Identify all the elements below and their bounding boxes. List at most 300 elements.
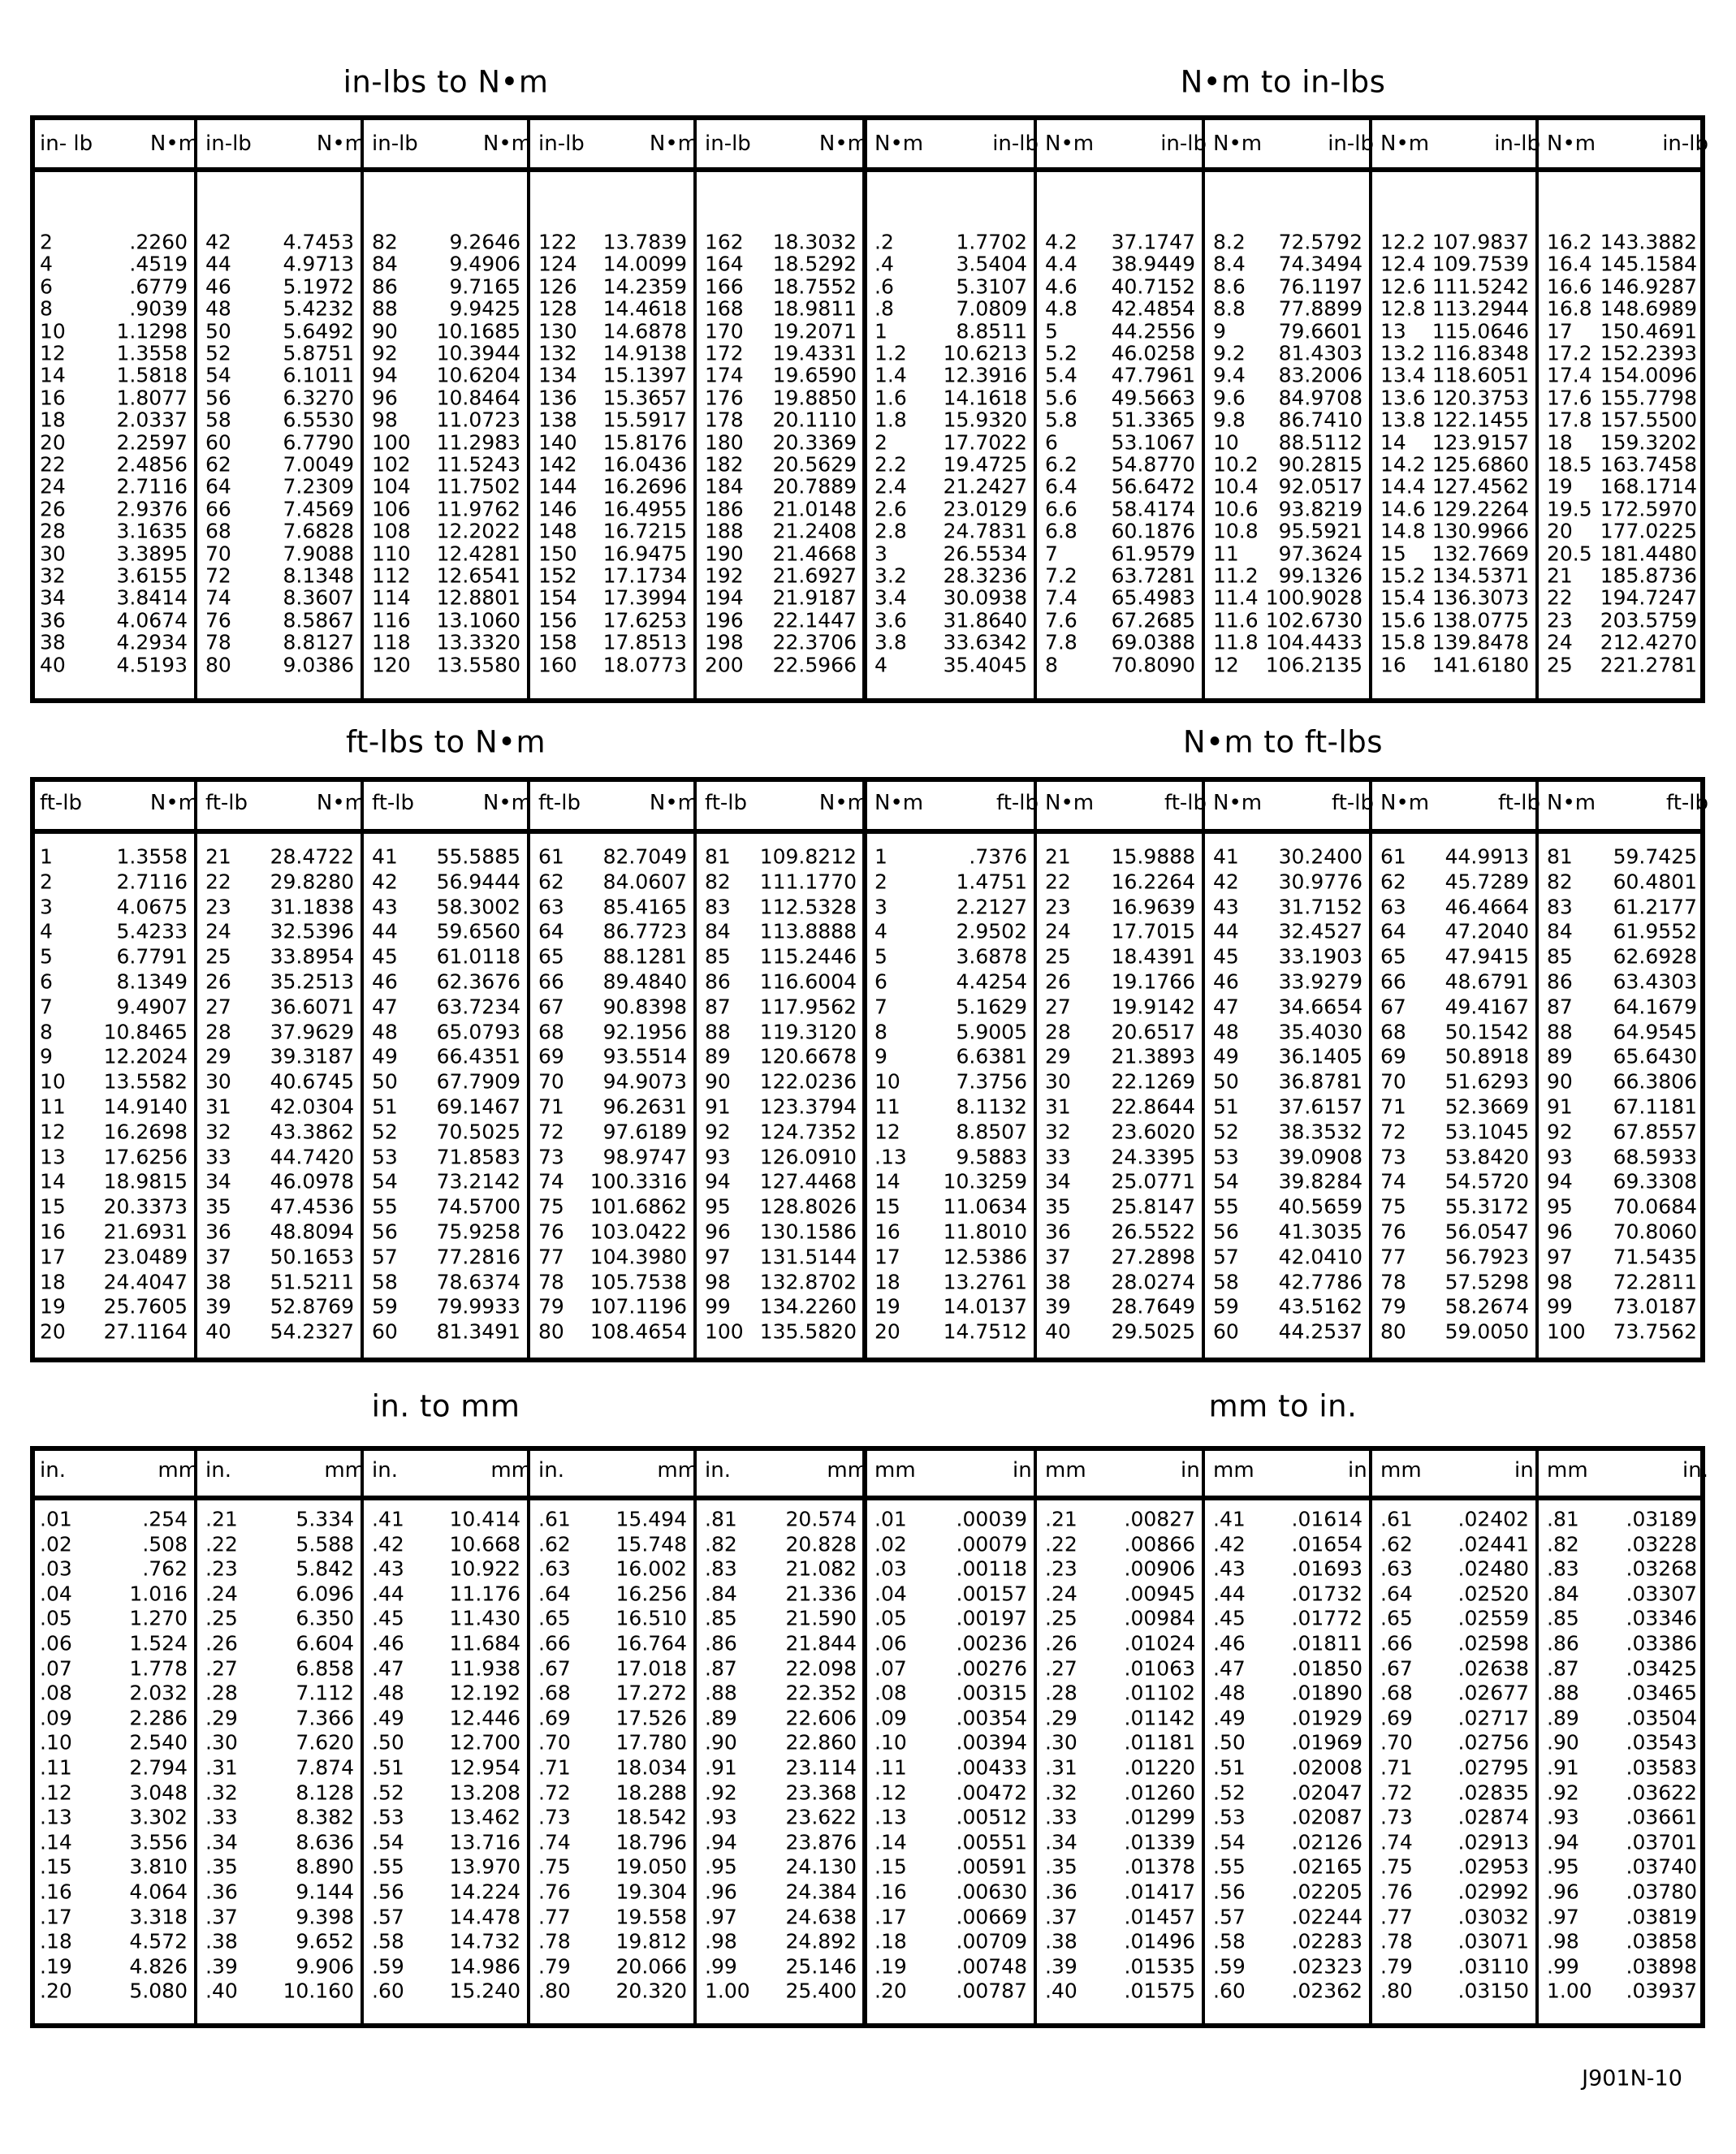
- table-cell-key: 10: [40, 1069, 66, 1094]
- table-cell-value: 22.3706: [772, 630, 857, 654]
- table-cell-key: .62: [1380, 1532, 1413, 1556]
- table-cell-value: 124.7352: [759, 1120, 857, 1144]
- table-cell-value: .00118: [956, 1556, 1027, 1581]
- table-cell-key: .45: [372, 1606, 404, 1630]
- table-cell-key: 19: [40, 1294, 66, 1319]
- table-cell-key: 86: [705, 969, 731, 994]
- table-cell-key: .04: [40, 1582, 72, 1606]
- table-cell-value: .00630: [956, 1880, 1027, 1904]
- table-cell-value: 15.1397: [602, 363, 687, 387]
- table-cell-key: .61: [538, 1507, 571, 1531]
- table-cell-value: 2.2597: [116, 430, 188, 455]
- table-cell-value: .00984: [1124, 1606, 1195, 1630]
- table-cell-key: 4: [874, 653, 887, 677]
- table-cell-value: 5.9005: [956, 1020, 1027, 1044]
- table-cell-key: .25: [1045, 1606, 1077, 1630]
- table-cell-key: .88: [705, 1681, 737, 1705]
- table-cell-value: .03780: [1626, 1880, 1697, 1904]
- table-cell-key: 2: [874, 870, 887, 894]
- table-cell-value: 5.842: [296, 1556, 354, 1581]
- table-cell-key: .72: [1380, 1781, 1413, 1805]
- table-cell-value: 71.5435: [1613, 1245, 1697, 1269]
- table-cell-value: 77.8899: [1278, 296, 1362, 321]
- table-cell-key: 90: [372, 319, 398, 343]
- table-cell-key: 106: [372, 497, 411, 521]
- table-cell-value: 11.0634: [943, 1194, 1027, 1219]
- table-cell-key: .68: [538, 1681, 571, 1705]
- column-header: mm: [657, 1458, 698, 1483]
- table-cell-value: 14.0137: [943, 1294, 1027, 1319]
- table-cell-value: .03504: [1626, 1706, 1697, 1730]
- table-cell-value: 12.2022: [436, 519, 520, 543]
- table-cell-value: 45.7289: [1445, 870, 1529, 894]
- table-cell-key: .30: [205, 1730, 238, 1755]
- table-cell-key: .46: [1213, 1631, 1246, 1655]
- table-cell-value: .00787: [956, 1979, 1027, 2003]
- table-cell-key: 22: [205, 870, 231, 894]
- table-cell-value: 14.6878: [602, 319, 687, 343]
- table-cell-key: 32: [1045, 1120, 1071, 1144]
- table-cell-value: 101.6862: [589, 1194, 687, 1219]
- table-cell-key: 69: [538, 1044, 564, 1068]
- table-cell-value: 5.8751: [283, 341, 354, 365]
- table-cell-value: 12.192: [449, 1681, 520, 1705]
- table-cell-value: 9.144: [296, 1880, 354, 1904]
- table-cell-key: 11: [40, 1094, 66, 1119]
- table-cell-key: 89: [1547, 1044, 1573, 1068]
- table-cell-key: 8.6: [1213, 274, 1246, 299]
- table-cell-key: .18: [874, 1929, 907, 1953]
- table-cell-value: 13.208: [449, 1781, 520, 1805]
- table-cell-key: .24: [205, 1582, 238, 1606]
- table-cell-key: 1.2: [874, 341, 907, 365]
- column-divider: [1535, 782, 1539, 1358]
- table-cell-value: .01693: [1291, 1556, 1362, 1581]
- column-header: in- lb: [40, 132, 93, 156]
- table-cell-value: 21.6931: [103, 1219, 188, 1244]
- table-cell-key: .64: [538, 1582, 571, 1606]
- table-cell-key: 47: [372, 995, 398, 1019]
- table-cell-value: 42.0304: [270, 1094, 354, 1119]
- table-cell-key: 88: [705, 1020, 731, 1044]
- table-cell-key: .12: [874, 1781, 907, 1805]
- table-cell-value: 8.5867: [283, 608, 354, 632]
- table-cell-key: 182: [705, 452, 744, 477]
- table-cell-key: .98: [1547, 1929, 1579, 1953]
- table-cell-value: 4.0675: [116, 895, 188, 919]
- table-cell-key: 40: [205, 1319, 231, 1344]
- column-header: mm: [1547, 1458, 1588, 1483]
- column-divider: [527, 1451, 530, 2023]
- table-cell-key: 24: [1547, 630, 1573, 654]
- table-cell-key: .51: [372, 1755, 404, 1780]
- table-cell-key: 48: [372, 1020, 398, 1044]
- table-cell-value: 67.2685: [1111, 608, 1195, 632]
- table-cell-key: 24: [40, 474, 66, 499]
- table-cell-key: 83: [1547, 895, 1573, 919]
- footer-code: J901N-10: [1582, 2066, 1682, 2091]
- column-header: N•m: [818, 132, 868, 156]
- table-cell-value: 23.876: [785, 1830, 857, 1854]
- table-cell-value: 10.3259: [943, 1169, 1027, 1194]
- table-cell-value: 20.574: [785, 1507, 857, 1531]
- table-cell-key: .93: [705, 1805, 737, 1829]
- table-cell-key: 1: [874, 844, 887, 869]
- table-cell-value: 17.1734: [602, 563, 687, 588]
- table-cell-value: .02047: [1291, 1781, 1362, 1805]
- table-cell-key: .52: [372, 1781, 404, 1805]
- table-cell-value: .01929: [1291, 1706, 1362, 1730]
- table-cell-value: 73.0187: [1613, 1294, 1697, 1319]
- table-cell-value: 34.6654: [1278, 995, 1362, 1019]
- table-cell-key: 84: [1547, 919, 1573, 943]
- table-cell-value: 7.0049: [283, 452, 354, 477]
- table-cell-key: .75: [538, 1854, 571, 1879]
- table-cell-key: .19: [874, 1954, 907, 1979]
- table-cell-key: .13: [874, 1145, 907, 1169]
- table-half-divider: [862, 782, 867, 1358]
- table-cell-value: 27.2898: [1111, 1245, 1195, 1269]
- table-cell-key: 19: [1547, 474, 1573, 499]
- table-cell-value: 22.1269: [1111, 1069, 1195, 1094]
- table-cell-value: .02165: [1291, 1854, 1362, 1879]
- table-cell-key: 12.8: [1380, 296, 1426, 321]
- table-cell-key: .44: [372, 1582, 404, 1606]
- table-cell-key: 70: [205, 542, 231, 566]
- table-cell-value: 14.4618: [602, 296, 687, 321]
- table-cell-value: 4.826: [129, 1954, 188, 1979]
- table-cell-value: 157.5500: [1600, 408, 1697, 432]
- table-cell-value: 20.828: [785, 1532, 857, 1556]
- table-cell-value: 16.7215: [602, 519, 687, 543]
- table-cell-value: .01417: [1124, 1880, 1195, 1904]
- table-cell-value: 100.3316: [589, 1169, 687, 1194]
- table-cell-key: 17: [1547, 319, 1573, 343]
- table-cell-key: 16: [1380, 653, 1406, 677]
- table-cell-value: 14.9140: [103, 1094, 188, 1119]
- table-cell-key: 110: [372, 542, 411, 566]
- table-cell-value: 2.7116: [116, 474, 188, 499]
- table-cell-value: .02638: [1457, 1656, 1529, 1681]
- table-cell-value: 3.556: [129, 1830, 188, 1854]
- column-header: ft-lb: [1666, 791, 1708, 815]
- table-cell-key: 62: [538, 870, 564, 894]
- table-cell-value: 53.1067: [1111, 430, 1195, 455]
- table-cell-key: .32: [1045, 1781, 1077, 1805]
- table-cell-value: 168.1714: [1600, 474, 1697, 499]
- table-cell-key: 82: [1547, 870, 1573, 894]
- table-cell-value: 63.4303: [1613, 969, 1697, 994]
- table-cell-key: .43: [1213, 1556, 1246, 1581]
- table-cell-value: 62.3676: [436, 969, 520, 994]
- table-cell-key: .39: [205, 1954, 238, 1979]
- table-cell-key: 62: [1380, 870, 1406, 894]
- table-cell-key: .08: [874, 1681, 907, 1705]
- table-cell-key: .32: [205, 1781, 238, 1805]
- table-cell-key: .93: [1547, 1805, 1579, 1829]
- table-cell-key: 95: [1547, 1194, 1573, 1219]
- table-cell-value: 28.4722: [270, 844, 354, 869]
- table-cell-key: 61: [538, 844, 564, 869]
- table-cell-key: 54: [1213, 1169, 1239, 1194]
- table-cell-value: .03071: [1457, 1929, 1529, 1953]
- table-cell-key: .80: [538, 1979, 571, 2003]
- table-cell-key: 3: [874, 542, 887, 566]
- table-cell-key: 8: [40, 1020, 53, 1044]
- table-cell-value: 21.4668: [772, 542, 857, 566]
- table-cell-value: 22.352: [785, 1681, 857, 1705]
- table-cell-value: 123.9157: [1432, 430, 1529, 455]
- table-cell-key: .25: [205, 1606, 238, 1630]
- table-cell-value: 26.5522: [1111, 1219, 1195, 1244]
- table-cell-key: 56: [1213, 1219, 1239, 1244]
- table-cell-key: 14.8: [1380, 519, 1426, 543]
- table-cell-value: 12.3916: [943, 363, 1027, 387]
- column-header: in-lb: [372, 132, 418, 156]
- table-cell-value: 16.0436: [602, 452, 687, 477]
- table-cell-value: .03189: [1626, 1507, 1697, 1531]
- table-cell-key: .11: [40, 1755, 72, 1780]
- table-cell-key: .96: [705, 1880, 737, 1904]
- table-cell-value: 221.2781: [1600, 653, 1697, 677]
- table-cell-value: 46.0978: [270, 1169, 354, 1194]
- table-cell-key: 1.4: [874, 363, 907, 387]
- table-cell-key: 6.4: [1045, 474, 1077, 499]
- table-cell-key: 17.6: [1547, 386, 1592, 410]
- column-header: mm: [1380, 1458, 1422, 1483]
- table-cell-key: 79: [1380, 1294, 1406, 1319]
- table-cell-key: 14: [40, 363, 66, 387]
- table-cell-key: 19.5: [1547, 497, 1592, 521]
- table-cell-value: 76.1197: [1278, 274, 1362, 299]
- table-cell-key: 15.8: [1380, 630, 1426, 654]
- table-cell-key: .11: [874, 1755, 907, 1780]
- table-cell-value: 115.2446: [759, 944, 857, 969]
- table-cell-key: .15: [40, 1854, 72, 1879]
- column-header: in.: [705, 1458, 731, 1483]
- table-cell-value: 155.7798: [1600, 386, 1697, 410]
- table-cell-value: 37.1747: [1111, 230, 1195, 254]
- table-cell-value: 33.6342: [943, 630, 1027, 654]
- table-cell-value: 79.9933: [436, 1294, 520, 1319]
- header-divider: [35, 829, 1700, 834]
- table-cell-key: .91: [1547, 1755, 1579, 1780]
- table-cell-value: 47.9415: [1445, 944, 1529, 969]
- table-cell-value: 30.9776: [1278, 870, 1362, 894]
- table-cell-key: 4: [40, 919, 53, 943]
- table-cell-value: 16.2264: [1111, 870, 1195, 894]
- table-half-divider: [862, 1451, 867, 2023]
- table-cell-value: 194.7247: [1600, 585, 1697, 610]
- table-cell-key: 7: [1045, 542, 1058, 566]
- table-cell-value: .254: [142, 1507, 188, 1531]
- table-cell-key: 2.6: [874, 497, 907, 521]
- table-cell-key: 54: [205, 363, 231, 387]
- table-cell-key: .37: [1045, 1905, 1077, 1929]
- table-cell-key: 5: [40, 944, 53, 969]
- table-cell-value: 3.6155: [116, 563, 188, 588]
- table-cell-value: 1.3558: [116, 341, 188, 365]
- table-cell-key: 26: [205, 969, 231, 994]
- table-cell-value: .01811: [1291, 1631, 1362, 1655]
- table-cell-key: .26: [205, 1631, 238, 1655]
- table-cell-key: 86: [1547, 969, 1573, 994]
- table-cell-value: 109.8212: [759, 844, 857, 869]
- table-cell-value: 90.8398: [602, 995, 687, 1019]
- table-cell-key: .42: [1213, 1532, 1246, 1556]
- table-cell-value: 2.032: [129, 1681, 188, 1705]
- table-cell-value: 86.7723: [602, 919, 687, 943]
- table-cell-value: 84.9708: [1278, 386, 1362, 410]
- table-cell-key: 94: [372, 363, 398, 387]
- table-cell-key: 198: [705, 630, 744, 654]
- table-cell-key: 53: [372, 1145, 398, 1169]
- table-cell-value: 7.2309: [283, 474, 354, 499]
- table-cell-key: .69: [538, 1706, 571, 1730]
- table-cell-key: 9.8: [1213, 408, 1246, 432]
- table-cell-key: 190: [705, 542, 744, 566]
- table-cell-value: 100.9028: [1265, 585, 1362, 610]
- table-cell-key: 134: [538, 363, 577, 387]
- table-cell-value: 11.7502: [436, 474, 520, 499]
- table-cell-value: .02756: [1457, 1730, 1529, 1755]
- table-cell-key: 53: [1213, 1145, 1239, 1169]
- table-cell-value: 102.6730: [1265, 608, 1362, 632]
- table-cell-value: 21.336: [785, 1582, 857, 1606]
- table-cell-key: 50: [1213, 1069, 1239, 1094]
- table-cell-key: 89: [705, 1044, 731, 1068]
- table-cell-key: 37: [205, 1245, 231, 1269]
- table-cell-value: .02992: [1457, 1880, 1529, 1904]
- column-header: N•m: [1380, 132, 1430, 156]
- table-cell-value: 159.3202: [1600, 430, 1697, 455]
- table-cell-key: .44: [1213, 1582, 1246, 1606]
- table-cell-value: 3.8414: [116, 585, 188, 610]
- table-cell-key: 28: [1045, 1020, 1071, 1044]
- table-cell-value: 20.3373: [103, 1194, 188, 1219]
- table-cell-key: .08: [40, 1681, 72, 1705]
- table-cell-value: 56.6472: [1111, 474, 1195, 499]
- table-cell-key: .87: [1547, 1656, 1579, 1681]
- table-cell-key: .86: [1547, 1631, 1579, 1655]
- table-cell-key: 8: [40, 296, 53, 321]
- table-cell-value: 72.2811: [1613, 1270, 1697, 1294]
- table-cell-value: .01102: [1124, 1681, 1195, 1705]
- table-cell-value: 65.4983: [1111, 585, 1195, 610]
- table-cell-value: .01654: [1291, 1532, 1362, 1556]
- table-cell-key: .70: [538, 1730, 571, 1755]
- table-cell-key: 62: [205, 452, 231, 477]
- column-divider: [1202, 782, 1205, 1358]
- table-cell-value: .01181: [1124, 1730, 1195, 1755]
- table-cell-key: 29: [205, 1044, 231, 1068]
- table-cell-key: 88: [372, 296, 398, 321]
- table-cell-value: 39.8284: [1278, 1169, 1362, 1194]
- table-cell-key: .59: [1213, 1954, 1246, 1979]
- table-cell-value: .01299: [1124, 1805, 1195, 1829]
- column-header: N•m: [1380, 791, 1430, 815]
- table-cell-key: 17.4: [1547, 363, 1592, 387]
- column-divider: [194, 120, 197, 698]
- table-cell-key: 69: [1380, 1044, 1406, 1068]
- table-cell-value: 129.2264: [1432, 497, 1529, 521]
- table-cell-value: 18.542: [615, 1805, 687, 1829]
- table-cell-key: .68: [1380, 1681, 1413, 1705]
- table-cell-value: 6.5530: [283, 408, 354, 432]
- table-cell-key: 4.6: [1045, 274, 1077, 299]
- table-cell-key: 63: [538, 895, 564, 919]
- table-cell-key: 63: [1380, 895, 1406, 919]
- table-cell-value: 36.6071: [270, 995, 354, 1019]
- table-cell-value: 51.5211: [270, 1270, 354, 1294]
- table-cell-key: 38: [205, 1270, 231, 1294]
- table-cell-value: 30.0938: [943, 585, 1027, 610]
- table-cell-value: 130.9966: [1432, 519, 1529, 543]
- table-cell-value: 16.510: [615, 1606, 687, 1630]
- table-cell-key: .91: [705, 1755, 737, 1780]
- table-cell-key: 10.2: [1213, 452, 1259, 477]
- table-cell-value: 125.6860: [1432, 452, 1529, 477]
- table-cell-value: 39.0908: [1278, 1145, 1362, 1169]
- table-cell-key: 71: [1380, 1094, 1406, 1119]
- table-cell-key: 65: [1380, 944, 1406, 969]
- column-header: N•m: [874, 791, 924, 815]
- table-cell-key: 150: [538, 542, 577, 566]
- table-cell-value: 14.0099: [602, 252, 687, 276]
- table-cell-value: 6.858: [296, 1656, 354, 1681]
- table-cell-key: 8.2: [1213, 230, 1246, 254]
- table-cell-key: 10: [1213, 430, 1239, 455]
- table-cell-value: 97.3624: [1278, 542, 1362, 566]
- table-cell-key: .22: [1045, 1532, 1077, 1556]
- table-cell-value: 107.1196: [589, 1294, 687, 1319]
- table-cell-key: 50: [372, 1069, 398, 1094]
- table-cell-key: .47: [372, 1656, 404, 1681]
- table-cell-key: 42: [205, 230, 231, 254]
- table-cell-value: .03543: [1626, 1730, 1697, 1755]
- table-cell-value: .01614: [1291, 1507, 1362, 1531]
- table-cell-key: .57: [1213, 1905, 1246, 1929]
- table-cell-value: 8.636: [296, 1830, 354, 1854]
- column-divider: [361, 782, 364, 1358]
- table-cell-key: 79: [538, 1294, 564, 1319]
- table-cell-key: 21: [205, 844, 231, 869]
- table-cell-key: 13: [1380, 319, 1406, 343]
- table-cell-key: .67: [1380, 1656, 1413, 1681]
- table-cell-value: .00079: [956, 1532, 1027, 1556]
- table-cell-key: .28: [1045, 1681, 1077, 1705]
- table-cell-key: .05: [874, 1606, 907, 1630]
- table-cell-value: 18.034: [615, 1755, 687, 1780]
- table-cell-value: 1.524: [129, 1631, 188, 1655]
- table-cell-value: 96.2631: [602, 1094, 687, 1119]
- table-cell-value: 12.4281: [436, 542, 520, 566]
- table-cell-value: .02283: [1291, 1929, 1362, 1953]
- table-cell-key: 6: [1045, 430, 1058, 455]
- table-cell-key: 44: [205, 252, 231, 276]
- table-cell-key: .74: [538, 1830, 571, 1854]
- table-cell-value: .03937: [1626, 1979, 1697, 2003]
- table-cell-key: 6.6: [1045, 497, 1077, 521]
- table-cell-key: 73: [538, 1145, 564, 1169]
- table-cell-key: 23: [1045, 895, 1071, 919]
- table-cell-value: 61.9552: [1613, 919, 1697, 943]
- table-cell-key: .92: [705, 1781, 737, 1805]
- table-cell-value: 103.0422: [589, 1219, 687, 1244]
- table-cell-key: .92: [1547, 1781, 1579, 1805]
- table-cell-key: 5: [874, 944, 887, 969]
- table-cell-key: 5: [1045, 319, 1058, 343]
